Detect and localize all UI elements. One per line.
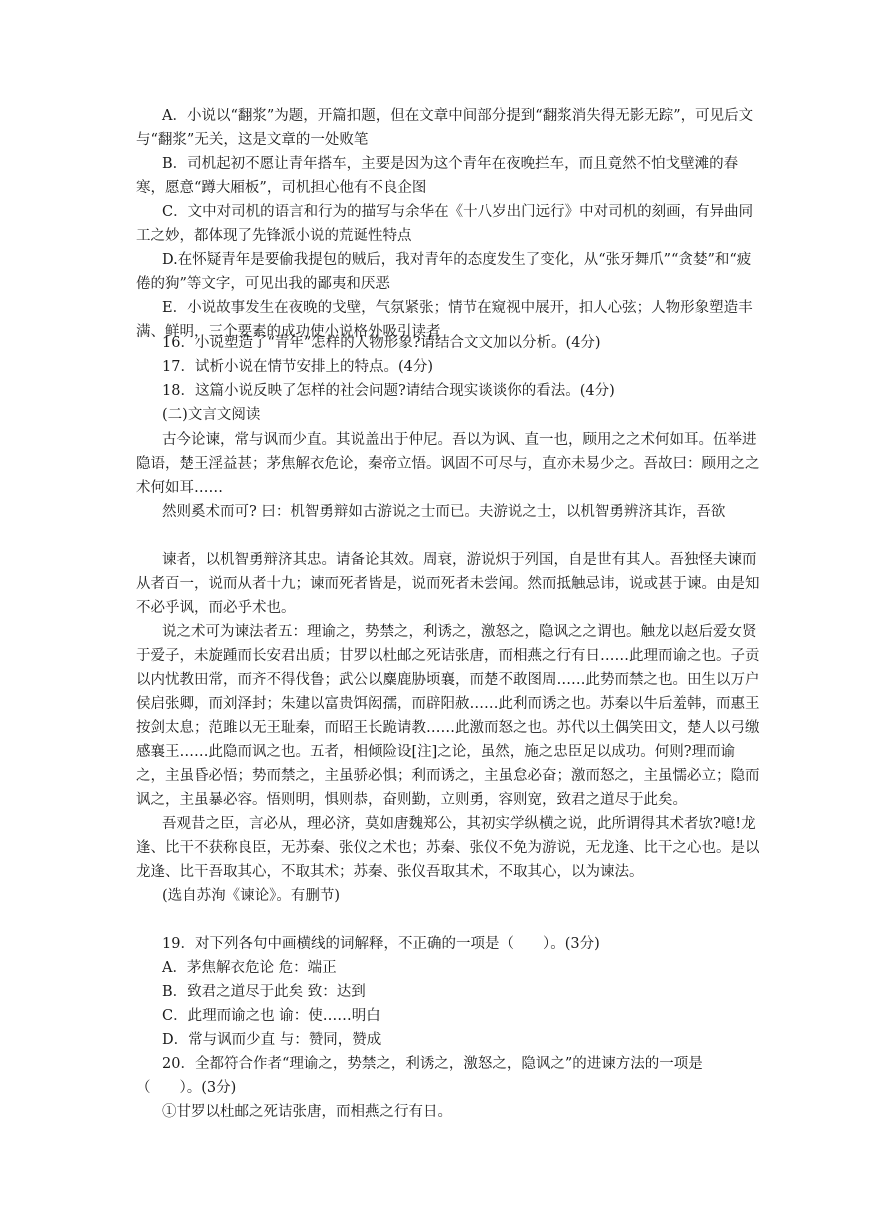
option-b: B．司机起初不愿让青年搭车，主要是因为这个青年在夜晚拦车，而且竟然不怕戈壁滩的春寒，愿意“蹲大厢板”，司机担心他有不良企图	[136, 156, 739, 196]
option-a: A．小说以“翻浆”为题，开篇扣题，但在文章中间部分提到“翻浆消失得无影无踪”，可见后文与“翻浆”无关，这是文章的一处败笔	[136, 108, 754, 148]
passage-paragraph-1: 古今论谏，常与讽而少直。其说盖出于仲尼。吾以为讽、直一也，顾用之之术何如耳。伍举进隐语，楚王淫益甚；茅焦解衣危论，秦帝立悟。讽固不可尽与，直亦未易少之。吾故曰：顾用之之术何如耳……	[136, 432, 760, 496]
option-d: D.在怀疑青年是要偷我提包的贼后，我对青年的态度发生了变化，从“张牙舞爪”“贪婪”和“疲倦的狗”等文字，可见出我的鄙夷和厌恶	[136, 252, 752, 292]
passage-paragraph-3: 谏者，以机智勇辩济其忠。请备论其效。周衰，游说炽于列国，自是世有其人。吾独怪夫谏而从者百一，说而从者十九；谏而死者皆是，说而死者未尝闻。然而抵触忌讳，说或甚于谏。由是知不必乎讽，而必乎术也。	[136, 552, 760, 616]
question-16: 16．小说塑造了“青年”怎样的人物形象?请结合文文加以分析。(4分)	[162, 335, 601, 351]
option-e: E．小说故事发生在夜晚的戈壁，气氛紧张；情节在窥视中展开，扣人心弦；人物形象塑造丰满、鲜明，三个要素的成功使小说格外吸引读者	[136, 300, 753, 340]
question-19-option-d: D．常与讽而少直 与：赞同，赞成	[162, 1032, 382, 1048]
question-19-option-b: B．致君之道尽于此矣 致：达到	[162, 984, 366, 1000]
option-c: C．文中对司机的语言和行为的描写与余华在《十八岁出门远行》中对司机的刻画，有异曲同工之妙，都体现了先锋派小说的荒诞性特点	[136, 204, 754, 244]
question-19-option-c: C．此理而谕之也 谕：使……明白	[162, 1008, 381, 1024]
question-20-item-1: ①甘罗以杜邮之死诘张唐，而相燕之行有日。	[162, 1104, 452, 1120]
passage-paragraph-5: 吾观昔之臣，言必从，理必济，莫如唐魏郑公，其初实学纵横之说，此所谓得其术者欤?噫!龙逢、比干不获称良臣，无苏秦、张仪之术也；苏秦、张仪不免为游说，无龙逢、比干之心也。是以龙逢、比干吾取其心，不取其术；苏秦、张仪吾取其术，不取其心，以为谏法。	[136, 816, 760, 880]
passage-paragraph-4: 说之术可为谏法者五：理谕之，势禁之，利诱之，激怒之，隐讽之之谓也。触龙以赵后爱女贤于爱子，未旋踵而长安君出质；甘罗以杜邮之死诘张唐，而相燕之行有日……此理而谕之也。子贡以内忧教田常，而齐不得伐鲁；武公以麋鹿胁顷襄，而楚不敢图周……此势而禁之也。田生以万户侯启张卿，而刘泽封；朱建以富贵饵闳孺，而辟阳赦……此利而诱之也。苏秦以牛后羞韩，而惠王按剑太息；范雎以无王耻秦，而昭王长跪请教……此激而怒之也。苏代以土偶笑田文，楚人以弓缴感襄王……此隐而讽之也。五者，相倾险设[注]之论，虽然，施之忠臣足以成功。何则?理而谕之，主虽昏必悟；势而禁之，主虽骄必惧；利而诱之，主虽怠必奋；激而怒之，主虽懦必立；隐而讽之，主虽暴必容。悟则明，惧则恭，奋则勤，立则勇，容则宽，致君之道尽于此矣。	[136, 624, 760, 808]
question-17: 17．试析小说在情节安排上的特点。(4分)	[162, 359, 433, 375]
question-18: 18．这篇小说反映了怎样的社会问题?请结合现实谈谈你的看法。(4分)	[162, 383, 615, 399]
question-19-option-a: A．茅焦解衣危论 危：端正	[162, 960, 337, 976]
question-20: 20．全都符合作者“理谕之，势禁之，利诱之，激怒之，隐讽之”的进谏方法的一项是（ ）。(3分)	[136, 1056, 703, 1096]
question-19: 19．对下列各句中画横线的词解释，不正确的一项是（ ）。(3分)	[162, 936, 600, 952]
passage-paragraph-2: 然则奚术而可? 曰：机智勇辩如古游说之士而已。夫游说之士，以机智勇辨济其诈，吾欲	[162, 504, 726, 520]
passage-source: (选自苏洵《谏论》。有删节)	[162, 888, 341, 904]
section-heading: (二)文言文阅读	[162, 407, 261, 423]
